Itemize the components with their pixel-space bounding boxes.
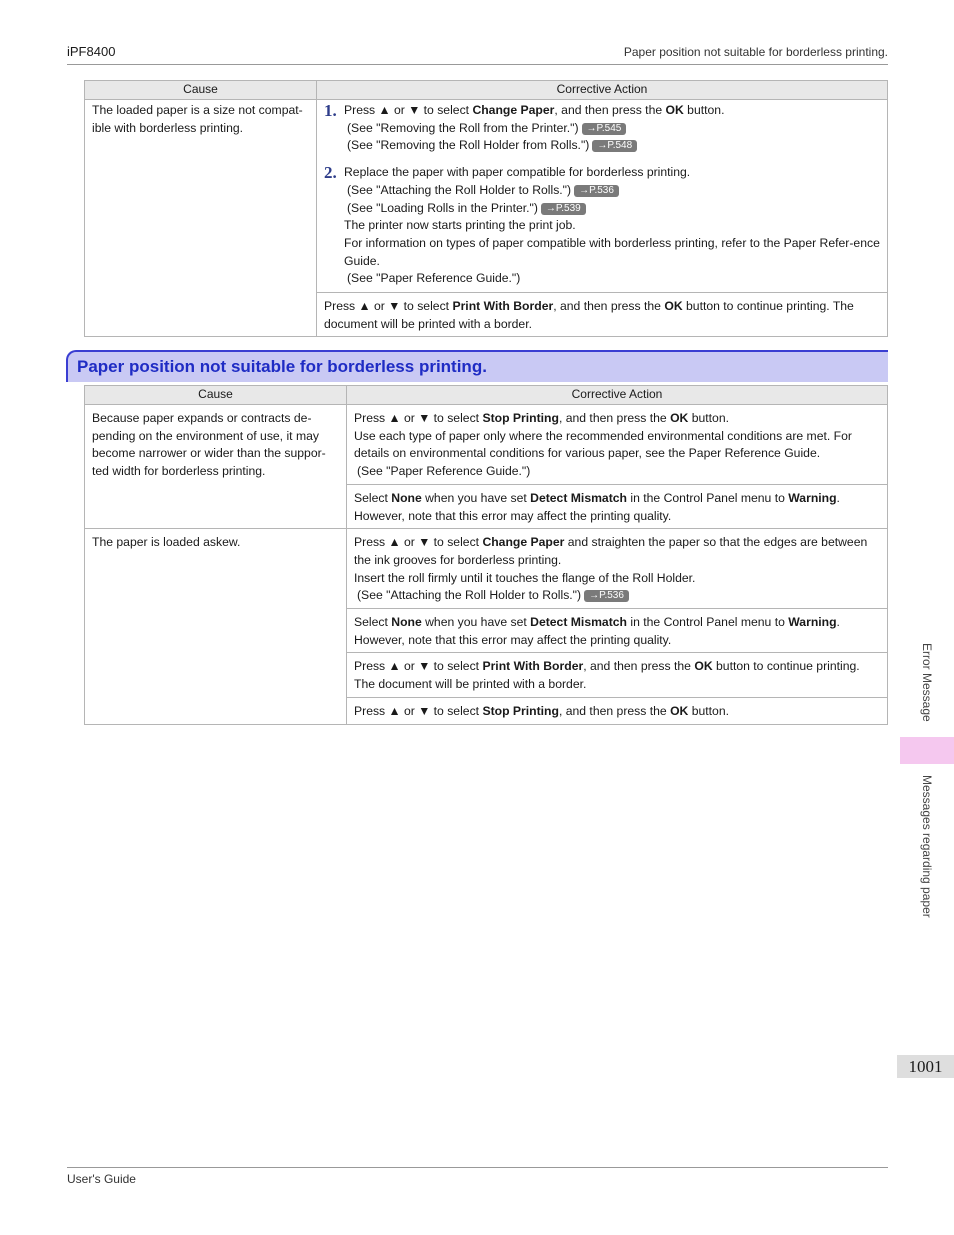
page-link[interactable]: →P.536: [574, 185, 619, 197]
action-cell: Select None when you have set Detect Mismatch in the Control Panel menu to Warning. However, note that this error may affect the printing quality.: [347, 609, 888, 653]
step-note: For information on types of paper compatible with borderless printing, refer to the Paper Refer-ence Guide.: [344, 235, 880, 268]
action-cell: Select None when you have set Detect Mismatch in the Control Panel menu to Warning. However, note that this error may affect the printing quality.: [347, 484, 888, 528]
sidebar-section-label: Messages regarding paper: [920, 775, 934, 918]
header-model: iPF8400: [67, 44, 116, 59]
action-cell: [317, 100, 888, 293]
cause-action-table-1: [84, 80, 888, 337]
reference: (See "Attaching the Roll Holder to Rolls.") →P.536: [344, 182, 880, 200]
reference: (See "Loading Rolls in the Printer.") →P.539: [344, 200, 880, 218]
footer-divider: [67, 1167, 888, 1168]
action-cell: Press ▲ or ▼ to select Stop Printing, and then press the OK button.: [347, 697, 888, 724]
section-heading: [66, 350, 888, 382]
cause-text: Because paper expands or contracts de-pending on the environment of use, it may become narrower or wider than the suppor-ted width for borderless printing.: [92, 411, 326, 479]
table-header-row: [85, 386, 888, 405]
header-divider: [67, 64, 888, 65]
table-row: [85, 405, 888, 485]
page-number: 1001: [897, 1055, 954, 1078]
header-running-title: Paper position not suitable for borderless printing.: [623, 45, 888, 59]
reference: (See "Attaching the Roll Holder to Rolls.") →P.536: [354, 587, 880, 605]
reference: (See "Removing the Roll from the Printer.") →P.545: [344, 120, 880, 138]
step-number: 1.: [324, 101, 337, 120]
cause-cell: [85, 405, 347, 529]
table-row: [85, 529, 888, 609]
action-cell: Press ▲ or ▼ to select Change Paper and straighten the paper so that the edges are between the ink grooves for borderless printing. Insert the roll firmly until it touches the flange of the Roll Holder. (See "Attaching the Roll Holder to Rolls.") →P.536: [347, 529, 888, 609]
cause-action-table-2: [84, 385, 888, 725]
action-cell: Press ▲ or ▼ to select Print With Border, and then press the OK button to continue printing. The document will be printed with a border.: [347, 653, 888, 697]
step-2: [324, 164, 880, 288]
action-cell: Press ▲ or ▼ to select Print With Border, and then press the OK button to continue printing. The document will be printed with a border.: [317, 293, 888, 337]
table-header-row: [85, 81, 888, 100]
section-title: Paper position not suitable for borderless printing.: [77, 357, 487, 376]
reference: (See "Paper Reference Guide."): [357, 464, 531, 479]
footer-text: User's Guide: [67, 1172, 136, 1186]
page-link[interactable]: →P.539: [541, 203, 586, 215]
cause-cell: [85, 100, 317, 337]
step-1: [324, 102, 880, 155]
reference: (See "Paper Reference Guide."): [347, 271, 521, 286]
page-link[interactable]: →P.548: [592, 140, 637, 152]
step-number: 2.: [324, 163, 337, 183]
col-header-cause: Cause: [85, 81, 317, 100]
step-note: The printer now starts printing the print job.: [344, 218, 576, 233]
cause-text: The paper is loaded askew.: [92, 535, 241, 550]
cause-text: The loaded paper is a size not compat-ible with borderless printing.: [92, 103, 303, 135]
col-header-corrective-action: Corrective Action: [347, 386, 888, 405]
page-link[interactable]: →P.536: [584, 590, 629, 602]
action-cell: Press ▲ or ▼ to select Stop Printing, and then press the OK button. Use each type of paper only where the recommended environmental conditions are met. For details on environmental conditions for various paper, see the Paper Reference Guide. (See "Paper Reference Guide."): [347, 405, 888, 485]
col-header-cause: Cause: [85, 386, 347, 405]
sidebar-chapter-label: Error Message: [920, 643, 934, 722]
cause-cell: [85, 529, 347, 724]
step-instruction: Replace the paper with paper compatible for borderless printing.: [344, 165, 691, 180]
sidebar-chapter-tab[interactable]: [900, 737, 954, 764]
table-row: [85, 100, 888, 293]
step-instruction: Press ▲ or ▼ to select Change Paper, and then press the OK button.: [344, 103, 725, 117]
col-header-corrective-action: Corrective Action: [317, 81, 888, 100]
reference: (See "Removing the Roll Holder from Rolls.") →P.548: [344, 137, 880, 155]
page-link[interactable]: →P.545: [582, 123, 627, 135]
